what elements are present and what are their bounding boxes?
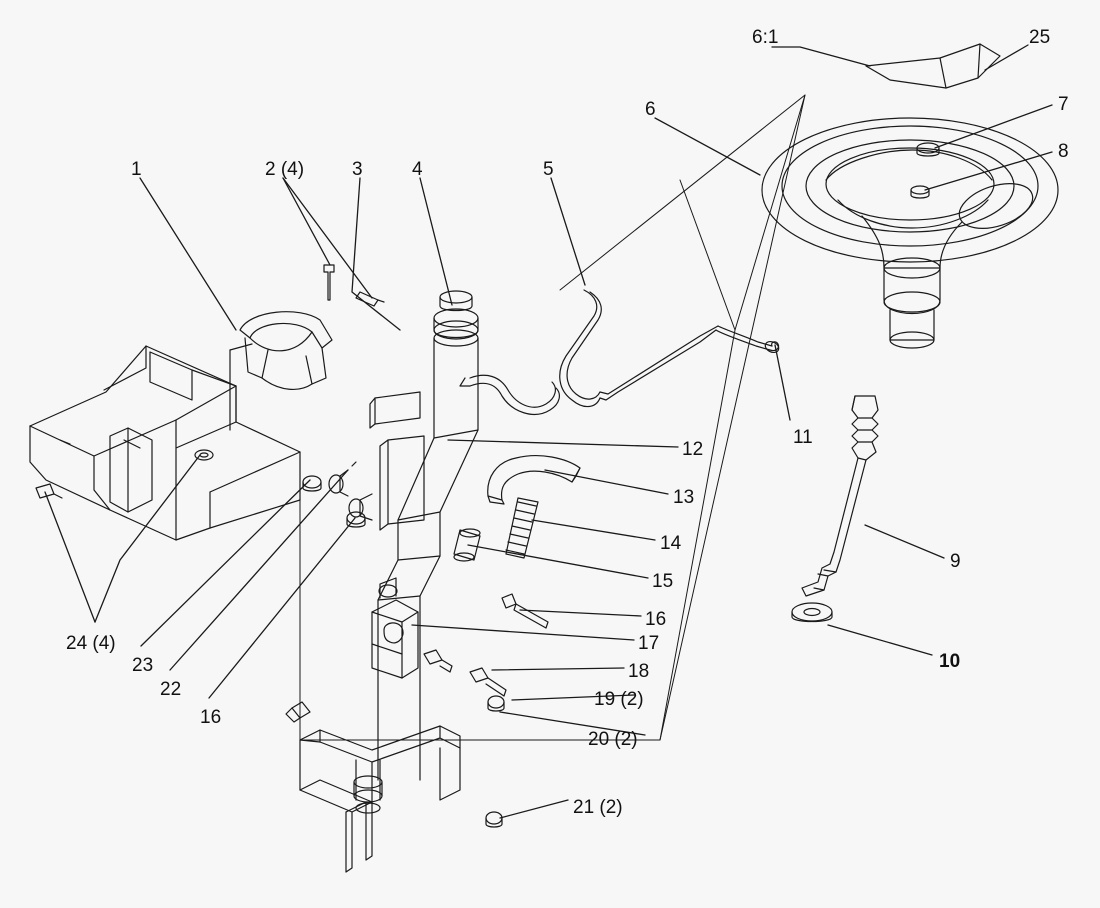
- callout-19: 19 (2): [594, 689, 644, 710]
- part-6-steering-wheel: [762, 118, 1058, 348]
- callout-15: 15: [652, 571, 674, 592]
- callout-8: 8: [1058, 141, 1069, 162]
- callout-23: 23: [132, 655, 154, 676]
- callout-21: 21 (2): [573, 797, 623, 818]
- callout-16-lower-right: 16: [645, 609, 667, 630]
- part-8-screw: [911, 186, 929, 198]
- callout-16-lower-left: 16: [200, 707, 222, 728]
- part-18-nut: [424, 650, 452, 672]
- part-22-23-washers: [303, 476, 365, 527]
- part-14-spring: [506, 498, 538, 558]
- part-15-bushing: [454, 529, 480, 561]
- part-20-nut: [488, 696, 504, 711]
- callout-9: 9: [950, 551, 961, 572]
- part-13-lever: [488, 456, 580, 504]
- part-10-washer: [792, 603, 832, 622]
- callout-2: 2 (4): [265, 159, 305, 180]
- callout-13: 13: [673, 487, 695, 508]
- callout-4: 4: [412, 159, 423, 180]
- callout-11: 11: [793, 427, 813, 448]
- callout-18: 18: [628, 661, 650, 682]
- part-21-bolts: [286, 702, 502, 827]
- chassis-frame-bracket: [30, 344, 300, 540]
- callout-6: 6: [645, 99, 656, 120]
- callout-12: 12: [682, 439, 704, 460]
- reference-lines: [300, 95, 805, 740]
- callout-7: 7: [1058, 94, 1069, 115]
- callout-10: 10: [939, 651, 961, 672]
- part-17-support-bracket: [372, 578, 418, 678]
- callout-1: 1: [131, 159, 142, 180]
- callout-20: 20 (2): [588, 729, 638, 750]
- callout-24: 24 (4): [66, 633, 116, 654]
- part-11-rod-end: [764, 340, 781, 355]
- callout-14: 14: [660, 533, 682, 554]
- callout-17: 17: [638, 633, 660, 654]
- callout-5: 5: [543, 159, 554, 180]
- callout-22: 22: [160, 679, 182, 700]
- callout-25: 25: [1029, 27, 1051, 48]
- part-25-wheel-spoke-detail: [866, 44, 1000, 88]
- part-1-clamp: [240, 312, 332, 390]
- part-19-bolt: [470, 668, 506, 696]
- part-9-steering-shaft: [802, 396, 878, 596]
- callout-6-1: 6:1: [752, 27, 779, 48]
- callout-3: 3: [352, 159, 363, 180]
- lower-mount-plate: [300, 726, 460, 872]
